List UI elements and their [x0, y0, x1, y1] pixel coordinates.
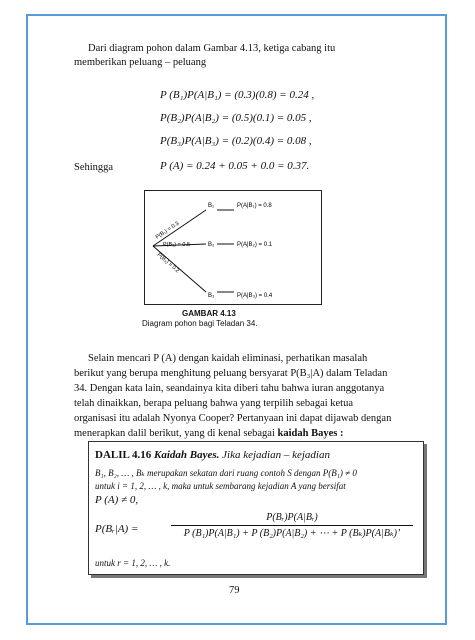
label-pa1: P(A|B₁) = 0.8	[237, 203, 272, 209]
label-pb3: P(B₃) = 0.2	[155, 251, 181, 275]
theorem-label: DALIL 4.16	[95, 449, 154, 461]
tree-diagram	[144, 190, 322, 305]
kaidah-bayes-term: kaidah Bayes :	[277, 428, 344, 439]
equation-3: P(B₃)P(A|B₃) = (0.2)(0.4) = 0.08 ,	[160, 135, 312, 147]
intro-line-2: memberikan peluang – peluang	[74, 57, 207, 68]
label-pb2: P(B₂) = 0.5	[163, 242, 191, 248]
tree-diagram-svg	[145, 191, 321, 304]
theorem-line-2: B₁, B₂, … , Bₖ merupakan sekatan dari ruang contoh S dengan P(B₁) ≠ 0	[95, 468, 357, 478]
bayes-fraction	[171, 512, 413, 539]
equation-total: P (A) = 0.24 + 0.05 + 0.0 = 0.37.	[160, 160, 310, 172]
page-number: 79	[229, 585, 240, 596]
paragraph-line-1: Selain mencari P (A) dengan kaidah eliminasi, perhatikan masalah	[88, 353, 368, 364]
equation-2: P(B₂)P(A|B₂) = (0.5)(0.1) = 0.05 ,	[160, 112, 312, 124]
bayes-lhs: P(Bᵣ|A) =	[95, 523, 139, 535]
paragraph-line-2: berikut yang berupa menghitung peluang bersyarat P(B₃|A) dalam Teladan	[74, 368, 388, 379]
paragraph-line-5: organisasi itu adalah Nyonya Cooper? Pertanyaan ini dapat dijawab dengan	[74, 413, 392, 424]
theorem-name: Kaidah Bayes.	[154, 449, 220, 461]
equation-1: P (B₁)P(A|B₁) = (0.3)(0.8) = 0.24 ,	[160, 89, 315, 101]
intro-line-1: Dari diagram pohon dalam Gambar 4.13, ketiga cabang itu	[88, 43, 336, 54]
label-pa3: P(A|B₃) = 0.4	[237, 293, 273, 299]
theorem-box	[88, 441, 424, 575]
theorem-line-last: untuk r = 1, 2, … , k.	[95, 558, 171, 568]
bayes-numerator: P(Bᵣ)P(A|Bᵣ)	[266, 512, 318, 523]
theorem-title	[95, 449, 330, 461]
bayes-denominator: P (B₁)P(A|B₁) + P (B₂)P(A|B₂) + ⋯ + P (Bₖ)P(A|Bₖ)’	[183, 528, 401, 539]
branch-b1	[153, 210, 206, 246]
theorem-line-3: untuk i = 1, 2, … , k, maka untuk sembarang kejadian A yang bersifat	[95, 481, 346, 491]
theorem-line-4: P (A) ≠ 0,	[95, 494, 139, 506]
figure-caption-title: GAMBAR 4.13	[182, 309, 236, 318]
paragraph-line-6	[74, 427, 343, 441]
paragraph-line-4: telah dinaikkan, berapa peluang bahwa yang terpilih sebagai ketua	[74, 398, 354, 409]
sehingga-label: Sehingga	[74, 162, 114, 173]
figure-caption-subtitle: Diagram pohon bagi Teladan 34.	[142, 319, 258, 328]
node-b2: B₂	[208, 242, 215, 248]
paragraph-line-3: 34. Dengan kata lain, seandainya kita diberi tahu bahwa iuran anggotanya	[74, 383, 385, 394]
node-b3: B₃	[208, 293, 215, 299]
figure-caption	[142, 309, 258, 329]
label-pb1: P(B₁) = 0.3	[154, 220, 181, 241]
theorem-desc: Jika kejadian – kejadian	[219, 449, 330, 461]
node-b1: B₁	[208, 203, 215, 209]
label-pa2: P(A|B₂) = 0.1	[237, 242, 273, 248]
paragraph-line-6-text: menerapkan dalil berikut, yang di kenal sebagai	[74, 428, 278, 439]
